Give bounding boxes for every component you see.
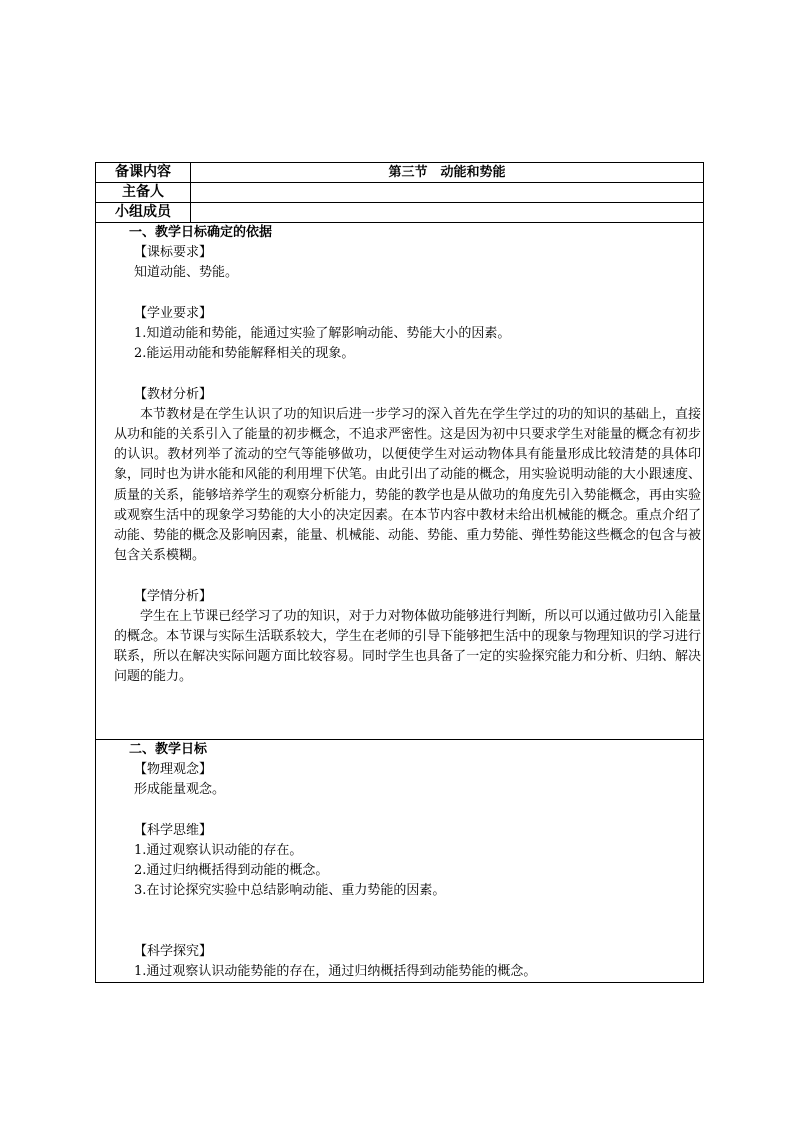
- scientific-thinking-item: 3.在讨论探究实验中总结影响动能、重力势能的因素。: [134, 883, 446, 899]
- section-basis-row: [96, 223, 704, 740]
- scientific-thinking-heading: 【科学思维】: [134, 822, 213, 838]
- group-members-label: 小组成员: [96, 203, 191, 223]
- scientific-thinking-item: 1.通过观察认识动能的存在。: [134, 843, 303, 858]
- prep-content-value: 第三节 动能和势能: [191, 163, 704, 183]
- section-goals-row: [96, 740, 704, 983]
- lead-preparer-value: [191, 183, 704, 203]
- lead-preparer-row: [96, 183, 704, 203]
- spacer: [114, 566, 701, 586]
- students-heading: 【学情分析】: [134, 588, 213, 604]
- scientific-inquiry-heading: 【科学探究】: [134, 943, 213, 959]
- academic-item: 1.知道动能和势能，能通过实验了解影响动能、势能大小的因素。: [134, 326, 511, 341]
- physics-concept-heading: 【物理观念】: [134, 762, 213, 778]
- spacer: [114, 364, 701, 384]
- group-members-value: [191, 203, 704, 223]
- spacer: [114, 284, 701, 304]
- prep-content-row: [96, 163, 704, 183]
- students-analysis-text: 学生在上节课已经学习了功的知识，对于力对物体做功能够进行判断，所以可以通过做功引入能量的概念。本节课与实际生活联系较大，学生在老师的引导下能够把生活中的现象与物理知识的学习进行联系，所以在解决实际问题方面比较容易。同时学生也具备了一定的实验探究能力和分析、归纳、解决问题的能力。: [114, 608, 701, 685]
- spacer: [114, 922, 701, 942]
- group-members-row: [96, 203, 704, 223]
- scientific-thinking-item: 2.通过归纳概括得到动能的概念。: [134, 863, 329, 879]
- academic-heading: 【学业要求】: [134, 305, 213, 321]
- spacer: [114, 801, 701, 821]
- spacer: [114, 902, 701, 922]
- textbook-analysis-text: 本节教材是在学生认识了功的知识后进一步学习的深入首先在学生学过的功的知识的基础上，直接从功和能的关系引入了能量的初步概念，不追求严密性。这是因为初中只要求学生对能量的概念有初步的认识。教材列举了流动的空气等能够做功，以便使学生对运动物体具有能量形成比较清楚的具体印象，同时也为讲水能和风能的利用埋下伏笔。由此引出了动能的概念，用实验说明动能的大小跟速度、质量的关系，能够培养学生的观察分析能力，势能的教学也是从做功的角度先引入势能概念，再由实验或观察生活中的现象学习势能的大小的决定因素。在本节内容中教材未给出机械能的概念。重点介绍了动能、势能的概念及影响因素，能量、机械能、动能、势能、重力势能、弹性势能这些概念的包含与被包含关系模糊。: [114, 406, 701, 564]
- prep-content-label: 备课内容: [96, 163, 191, 183]
- section-basis: [96, 223, 704, 740]
- section-basis-title: 一、教学日标确定的依据: [129, 225, 273, 240]
- textbook-heading: 【教材分析】: [134, 386, 213, 402]
- curriculum-text: 知道动能、势能。: [134, 265, 239, 281]
- physics-concept-text: 形成能量观念。: [134, 782, 226, 798]
- curriculum-heading: 【课标要求】: [134, 245, 213, 261]
- scientific-inquiry-item: 1.通过观察认识动能势能的存在，通过归纳概括得到动能势能的概念。: [134, 964, 537, 980]
- section-goals: [96, 740, 704, 983]
- lesson-plan-table: [95, 162, 704, 983]
- lead-preparer-label: 主备人: [96, 183, 191, 203]
- section-goals-title: 二、教学日标: [129, 742, 208, 757]
- academic-item: 2.能运用动能和势能解释相关的现象。: [134, 346, 355, 362]
